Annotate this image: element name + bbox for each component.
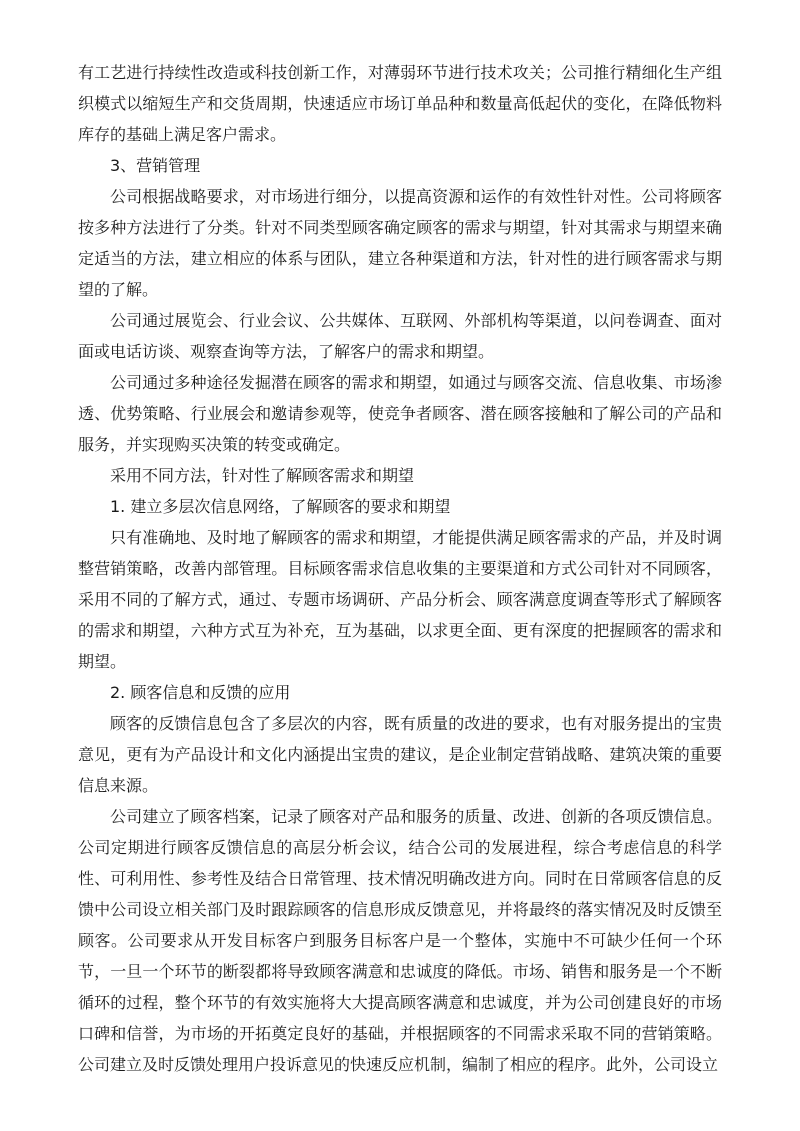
paragraph-potential-customers: 公司通过多种途径发掘潜在顾客的需求和期望，如通过与顾客交流、信息收集、市场渗透、优势策略、行业展会和邀请参观等，使竞争者顾客、潜在顾客接触和了解公司的产品和服务，并实现购买决策的转变或确定。 — [78, 373, 722, 454]
paragraph-feedback-content: 顾客的反馈信息包含了多层次的内容，既有质量的改进的要求，也有对服务提出的宝贵意见，更有为产品设计和文化内涵提出宝贵的建议，是企业制定营销战略、建筑决策的重要信息来源。 — [78, 714, 722, 795]
paragraph-continued: 有工艺进行持续性改造或科技创新工作，对薄弱环节进行技术攻关；公司推行精细化生产组织模式以缩短生产和交货周期，快速适应市场订单品种和数量高低起伏的变化，在降低物料库存的基础上满足客户需求。 — [78, 63, 722, 144]
paragraph-info-network: 只有准确地、及时地了解顾客的需求和期望，才能提供满足顾客需求的产品，并及时调整营销策略，改善内部管理。目标顾客需求信息收集的主要渠道和方式公司针对不同顾客，采用不同的了解方式，通过、专题市场调研、产品分析会、顾客满意度调查等形式了解顾客的需求和期望，六种方式互为补充，互为基础，以求更全面、更有深度的把握顾客的需求和期望。 — [78, 528, 722, 671]
subheading-methods: 采用不同方法，针对性了解顾客需求和期望 — [110, 466, 415, 485]
document-page — [78, 57, 722, 1080]
paragraph-customer-files: 公司建立了顾客档案，记录了顾客对产品和服务的质量、改进、创新的各项反馈信息。公司定期进行顾客反馈信息的高层分析会议，结合公司的发展进程，综合考虑信息的科学性、可利用性、参考性及结合日常管理、技术情况明确改进方向。同时在日常顾客信息的反馈中公司设立相关部门及时跟踪顾客的信息形成反馈意见，并将最终的落实情况及时反馈至顾客。公司要求从开发目标客户到服务目标客户是一个整体，实施中不可缺少任何一个环节，一旦一个环节的断裂都将导致顾客满意和忠诚度的降低。市场、销售和服务是一个不断循环的过程，整个环节的有效实施将大大提高顾客满意和忠诚度，并为公司创建良好的市场口碑和信誉，为市场的开拓奠定良好的基础，并根据顾客的不同需求采取不同的营销策略。公司建立及时反馈处理用户投诉意见的快速反应机制，编制了相应的程序。此外，公司设立 — [78, 807, 722, 1074]
paragraph-market-segmentation: 公司根据战略要求，对市场进行细分，以提高资源和运作的有效性针对性。公司将顾客按多种方法进行了分类。针对不同类型顾客确定顾客的需求与期望，针对其需求与期望来确定适当的方法，建立相应的体系与团队，建立各种渠道和方法，针对性的进行顾客需求与期望的了解。 — [78, 187, 722, 299]
section-heading-marketing: 3、营销管理 — [110, 156, 201, 175]
subheading-info-network: 1. 建立多层次信息网络，了解顾客的要求和期望 — [110, 497, 451, 516]
paragraph-channels: 公司通过展览会、行业会议、公共媒体、互联网、外部机构等渠道，以问卷调查、面对面或电话访谈、观察查询等方法，了解客户的需求和期望。 — [78, 311, 722, 361]
subheading-feedback-application: 2. 顾客信息和反馈的应用 — [110, 683, 291, 702]
